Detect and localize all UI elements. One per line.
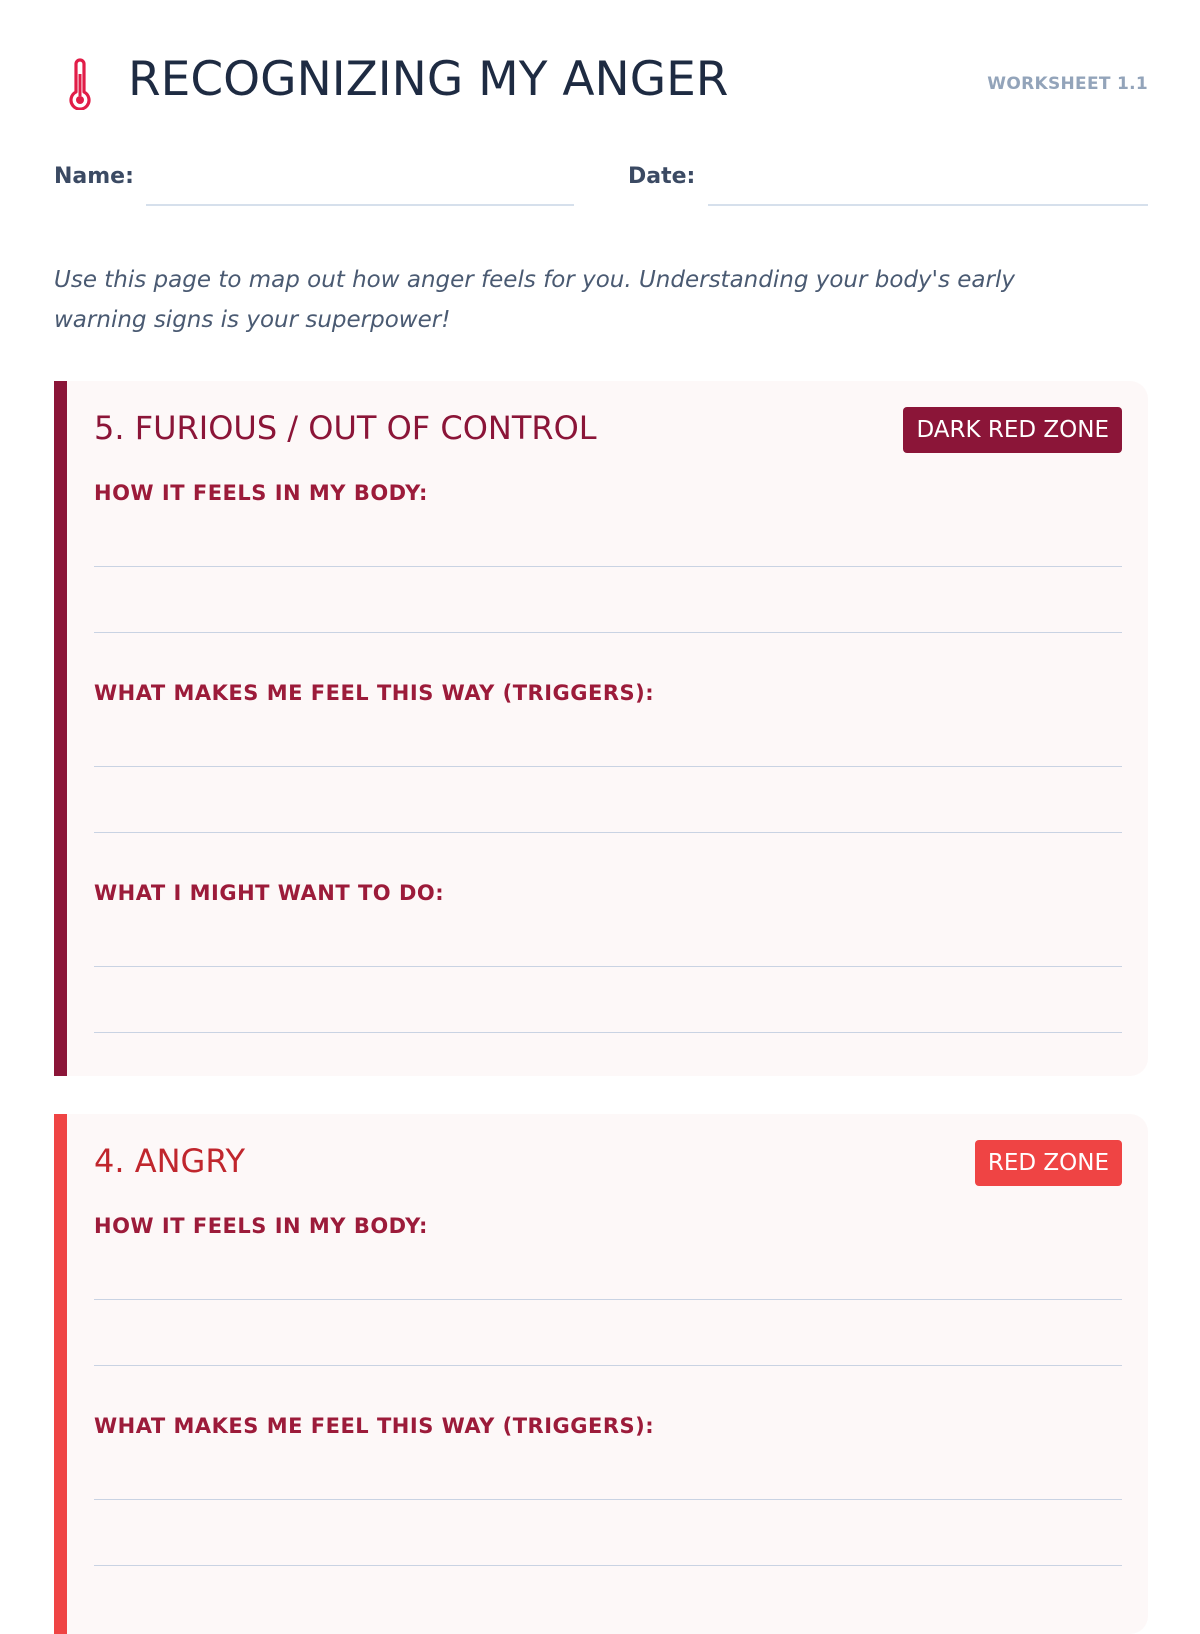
- zone-card-furious: [54, 381, 1148, 1076]
- name-date-fields: [54, 164, 1148, 210]
- write-line[interactable]: [94, 1365, 1122, 1366]
- prompt-body: HOW IT FEELS IN MY BODY:: [94, 1214, 428, 1238]
- date-label: Date:: [628, 164, 696, 189]
- write-line[interactable]: [94, 832, 1122, 833]
- worksheet-page: [54, 0, 1148, 1438]
- prompt-triggers: WHAT MAKES ME FEEL THIS WAY (TRIGGERS):: [94, 1414, 655, 1438]
- name-field[interactable]: [146, 204, 574, 206]
- zone-title: 4. ANGRY: [94, 1142, 246, 1180]
- zone-accent-bar: [54, 1114, 67, 1634]
- thermometer-icon: [66, 58, 94, 110]
- write-line[interactable]: [94, 566, 1122, 567]
- name-label: Name:: [54, 164, 134, 189]
- write-line[interactable]: [94, 1299, 1122, 1300]
- write-line[interactable]: [94, 766, 1122, 767]
- prompt-actions: WHAT I MIGHT WANT TO DO:: [94, 881, 445, 905]
- date-field[interactable]: [708, 204, 1148, 206]
- intro-text: Use this page to map out how anger feels for you. Understanding your body's early warning signs is your superpower!: [54, 267, 1015, 333]
- zone-card-angry: [54, 1114, 1148, 1634]
- zone-accent-bar: [54, 381, 67, 1076]
- write-line[interactable]: [94, 1032, 1122, 1033]
- page-title: RECOGNIZING MY ANGER: [128, 52, 729, 107]
- worksheet-number: WORKSHEET 1.1: [987, 74, 1148, 94]
- prompt-triggers: WHAT MAKES ME FEEL THIS WAY (TRIGGERS):: [94, 681, 655, 705]
- zone-badge: RED ZONE: [975, 1140, 1122, 1186]
- write-line[interactable]: [94, 1565, 1122, 1566]
- zone-badge: DARK RED ZONE: [903, 407, 1122, 453]
- write-line[interactable]: [94, 1499, 1122, 1500]
- prompt-body: HOW IT FEELS IN MY BODY:: [94, 481, 428, 505]
- write-line[interactable]: [94, 632, 1122, 633]
- write-line[interactable]: [94, 966, 1122, 967]
- zone-title: 5. FURIOUS / OUT OF CONTROL: [94, 409, 597, 447]
- worksheet-header: [54, 0, 1148, 160]
